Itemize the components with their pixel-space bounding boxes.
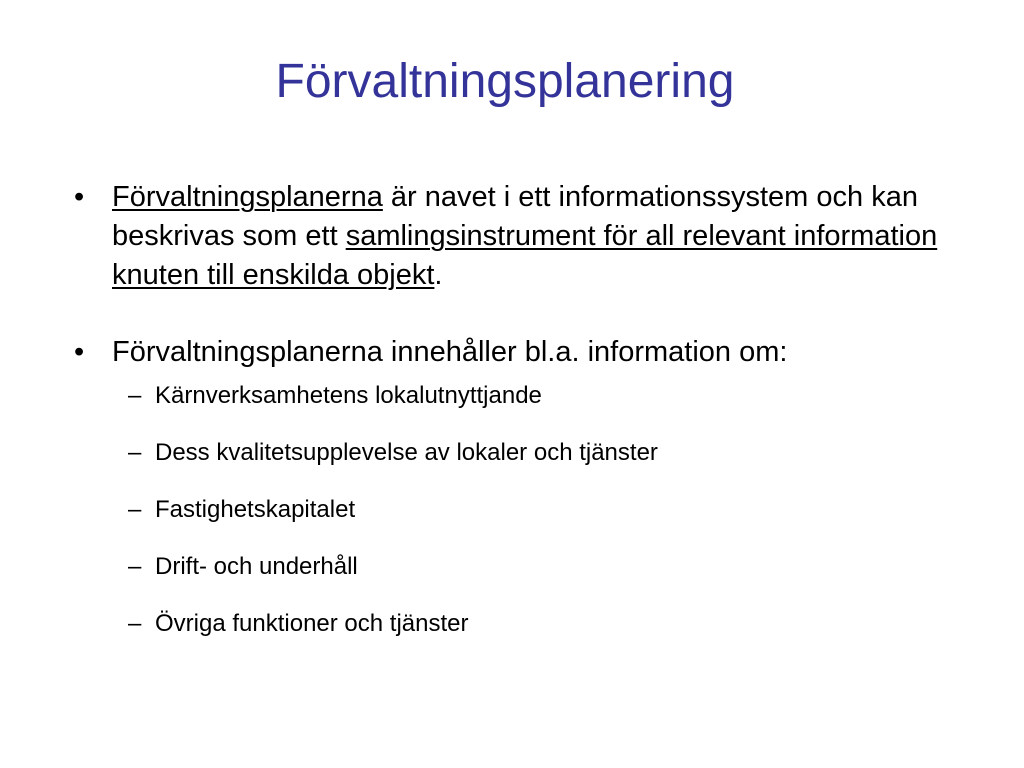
dash-marker: – bbox=[128, 553, 142, 580]
dash-marker: – bbox=[128, 439, 142, 466]
sub-bullet-text: Dess kvalitetsupplevelse av lokaler och tjänster bbox=[155, 439, 658, 466]
dash-marker: – bbox=[128, 610, 142, 637]
bullet-1-text: är navet i ett informationssystem och kan beskrivas som ett bbox=[112, 181, 918, 252]
bullet-2 bbox=[70, 333, 950, 372]
sub-bullet-text: Kärnverksamhetens lokalutnyttjande bbox=[155, 382, 542, 409]
bullet-marker: • bbox=[74, 336, 85, 368]
sub-bullet bbox=[128, 494, 950, 526]
dash-marker: – bbox=[128, 382, 142, 409]
bullet-marker: • bbox=[74, 181, 85, 213]
dash-marker: – bbox=[128, 496, 142, 523]
sub-bullet-text: Drift- och underhåll bbox=[155, 553, 358, 580]
sub-bullet-text: Fastighetskapitalet bbox=[155, 496, 356, 523]
bullet-1-end: . bbox=[434, 259, 443, 291]
sub-bullet bbox=[128, 437, 950, 469]
slide-body bbox=[70, 178, 950, 665]
sub-bullet-list bbox=[70, 380, 950, 640]
phrase-underlined: samlingsinstrument för all relevant information knuten till enskilda objekt bbox=[112, 220, 938, 291]
bullet-1 bbox=[70, 178, 950, 295]
sub-bullet bbox=[128, 608, 950, 640]
sub-bullet bbox=[128, 380, 950, 412]
sub-bullet bbox=[128, 551, 950, 583]
slide-title: Förvaltningsplanering bbox=[275, 55, 735, 108]
term-underlined: Förvaltningsplanerna bbox=[112, 181, 383, 213]
bullet-2-text: Förvaltningsplanerna innehåller bl.a. information om: bbox=[112, 336, 788, 368]
sub-bullet-text: Övriga funktioner och tjänster bbox=[155, 610, 469, 637]
